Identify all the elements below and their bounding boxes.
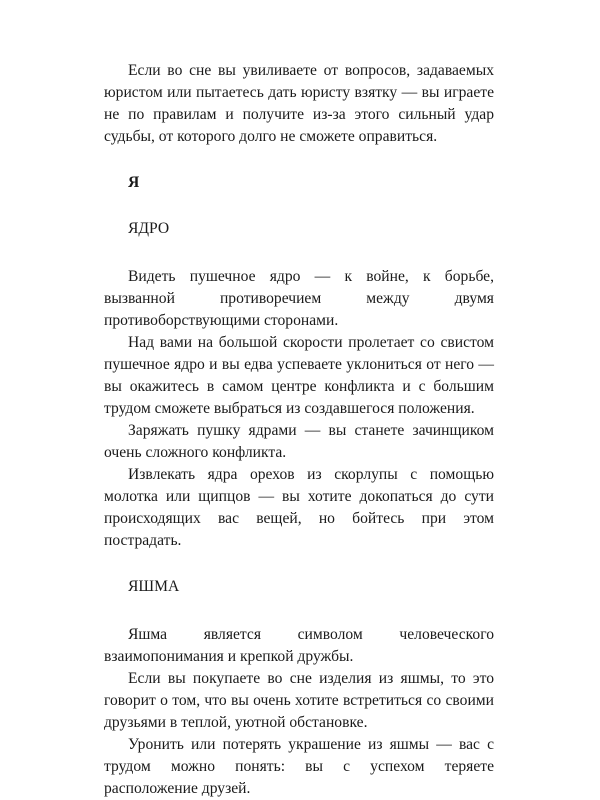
entry-paragraph: Если вы покупаете во сне изделия из яшмы, то это говорит о том, что вы очень хотите встретиться со своими друзьями в теплой, уютной обстановке.: [104, 670, 494, 731]
spacer: [104, 194, 494, 218]
spacer: [104, 598, 494, 624]
entry-heading-yadro: ЯДРО: [128, 220, 170, 237]
entry-paragraph: Извлекать ядра орехов из скорлупы с помощью молотка или щипцов — вы хотите докопаться до сути происходящих вас вещей, но бойтесь при этом пострадать.: [104, 466, 494, 549]
entry-paragraph: Над вами на большой скорости пролетает со свистом пушечное ядро и вы едва успеваете уклониться от него — вы окажитесь в самом центре конфликта и с большим трудом сможете выбраться из создавшегося положения.: [104, 334, 494, 417]
page-content: [104, 60, 494, 800]
entry-paragraph: Заряжать пушку ядрами — вы станете зачинщиком очень сложного конфликта.: [104, 422, 494, 461]
spacer: [104, 148, 494, 172]
entry-paragraph: Видеть пушечное ядро — к войне, к борьбе, вызванной противоречием между двумя противоборствующими сторонами.: [104, 268, 494, 329]
section-letter: Я: [128, 174, 140, 191]
intro-paragraph: Если во сне вы увиливаете от вопросов, задаваемых юристом или пытаетесь дать юристу взятку — вы играете не по правилам и получите из-за этого сильный удар судьбы, от которого долго не сможете оправиться.: [104, 62, 494, 145]
entry-heading-yashma: ЯШМА: [128, 578, 180, 595]
entry-paragraph: Уронить или потерять украшение из яшмы — вас с трудом можно понять: вы с успехом теряете расположение друзей.: [104, 736, 494, 797]
spacer: [104, 240, 494, 266]
entry-paragraph: Яшма является символом человеческого взаимопонимания и крепкой дружбы.: [104, 626, 494, 665]
spacer: [104, 552, 494, 576]
